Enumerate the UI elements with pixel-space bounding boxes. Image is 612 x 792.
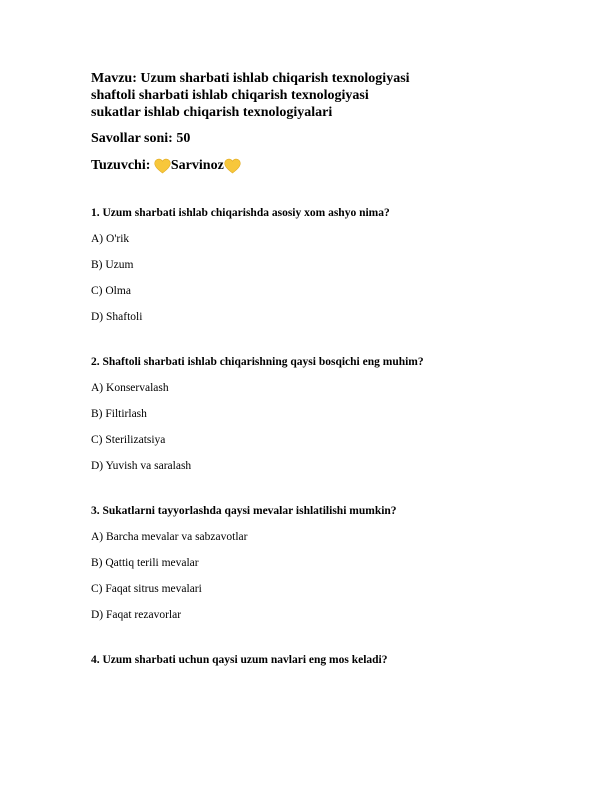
- answer-option: A) Konservalash: [91, 382, 169, 394]
- question-block-3: [91, 504, 571, 622]
- author-line: [91, 156, 571, 176]
- answer-option: D) Shaftoli: [91, 311, 143, 323]
- question-text: 1. Uzum sharbati ishlab chiqarishda asosiy xom ashyo nima?: [91, 207, 390, 219]
- question-block-1: [91, 206, 571, 324]
- question-block-4: [91, 653, 571, 667]
- answer-option: C) Sterilizatsiya: [91, 434, 166, 446]
- author-name: Sarvinoz: [170, 158, 224, 173]
- answer-option: A) Barcha mevalar va sabzavotlar: [91, 531, 248, 543]
- answer-option: C) Olma: [91, 285, 131, 297]
- answer-option: C) Faqat sitrus mevalari: [91, 583, 202, 595]
- question-count: Savollar soni: 50: [91, 131, 191, 146]
- document-page: [91, 70, 571, 667]
- question-block-2: [91, 355, 571, 473]
- title-line-2: shaftoli sharbati ishlab chiqarish texnologiyasi: [91, 88, 369, 103]
- title-line-3: sukatlar ishlab chiqarish texnologiyalari: [91, 105, 333, 120]
- answer-option: D) Faqat rezavorlar: [91, 609, 182, 621]
- question-text: 3. Sukatlarni tayyorlashda qaysi mevalar ishlatilishi mumkin?: [91, 505, 397, 517]
- title-line-1: Mavzu: Uzum sharbati ishlab chiqarish texnologiyasi: [91, 71, 410, 86]
- question-text: 4. Uzum sharbati uchun qaysi uzum navlari eng mos keladi?: [91, 654, 388, 666]
- answer-option: D) Yuvish va saralash: [91, 460, 192, 472]
- answer-option: A) O'rik: [91, 233, 130, 245]
- question-text: 2. Shaftoli sharbati ishlab chiqarishning qaysi bosqichi eng muhim?: [91, 356, 424, 368]
- answer-option: B) Filtirlash: [91, 408, 147, 420]
- answer-option: B) Qattiq terili mevalar: [91, 557, 199, 569]
- author-label: Tuzuvchi:: [91, 158, 154, 173]
- yellow-heart-icon: [224, 158, 241, 174]
- yellow-heart-icon: [154, 158, 171, 174]
- answer-option: B) Uzum: [91, 259, 134, 271]
